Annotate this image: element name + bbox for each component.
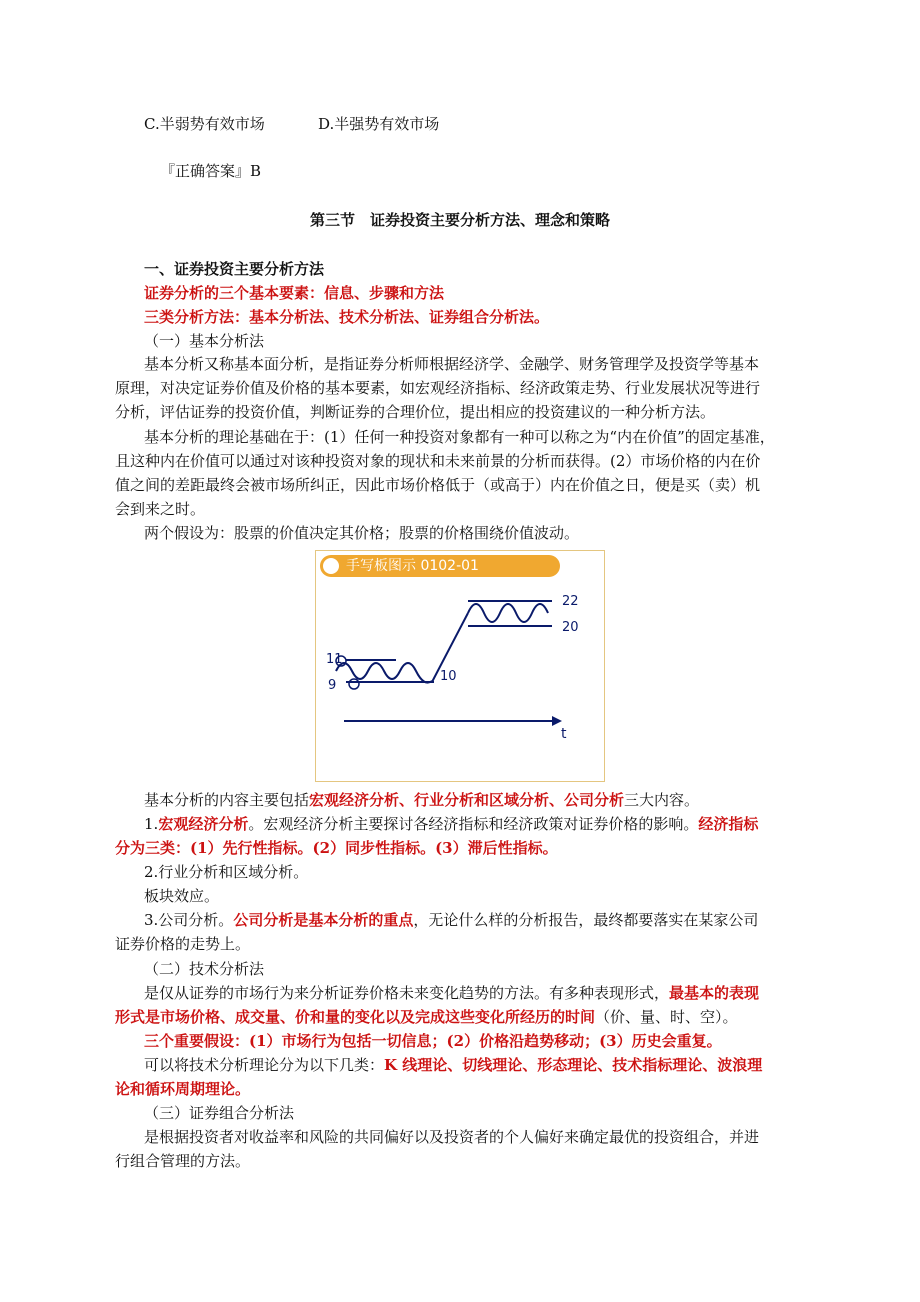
paragraph-10: 三个重要假设：(1）市场行为包括一切信息；(2）价格沿趋势移动；(3）历史会重复。 bbox=[144, 1032, 722, 1050]
p5-e: 分为三类：(1）先行性指标。(2）同步性指标。(3）滞后性指标。 bbox=[115, 839, 558, 857]
p8-b: 公司分析是基本分析的重点 bbox=[233, 911, 414, 929]
subheading-1: （一）基本分析法 bbox=[144, 332, 265, 350]
p4-a: 基本分析的内容主要包括 bbox=[144, 791, 310, 809]
handwriting-figure bbox=[315, 550, 605, 782]
p11-c: 论和循环周期理论。 bbox=[115, 1080, 251, 1098]
paragraph-7: 板块效应。 bbox=[144, 887, 220, 905]
section-title: 第三节 证券投资主要分析方法、理念和策略 bbox=[309, 211, 610, 229]
label-t: t bbox=[561, 726, 567, 742]
price-sketch bbox=[316, 551, 606, 783]
label-11: 11 bbox=[326, 652, 343, 667]
option-d: D.半强势有效市场 bbox=[318, 115, 440, 133]
option-c: C.半弱势有效市场 bbox=[144, 115, 265, 133]
p9-b: 最基本的表现 bbox=[669, 984, 760, 1002]
p9-a: 是仅从证券的市场行为来分析证券价格未来变化趋势的方法。有多种表现形式， bbox=[144, 984, 670, 1002]
answer: 『正确答案』B bbox=[160, 162, 262, 180]
oscillation-high bbox=[468, 604, 548, 622]
p11-a: 可以将技术分析理论分为以下几类： bbox=[144, 1056, 385, 1074]
figure-title: 手写板图示 0102-01 bbox=[346, 558, 479, 574]
paragraph-6: 2.行业分析和区域分析。 bbox=[144, 863, 309, 881]
label-10: 10 bbox=[440, 669, 457, 684]
p5-b: 宏观经济分析 bbox=[158, 815, 249, 833]
p8-c: ，无论什么样的分析报告，最终都要落实在某家公司 bbox=[413, 911, 759, 929]
trough-circle bbox=[349, 679, 359, 689]
label-9: 9 bbox=[328, 678, 337, 693]
label-22: 22 bbox=[562, 594, 579, 609]
p8-d: 证券价格的走势上。 bbox=[115, 935, 251, 953]
p9-d: （价、量、时、空）。 bbox=[595, 1008, 738, 1026]
p5-a: 1. bbox=[144, 815, 159, 833]
red-line-1: 证券分析的三个基本要素：信息、步骤和方法 bbox=[144, 284, 445, 302]
label-20: 20 bbox=[562, 620, 579, 635]
p11-b: K 线理论、切线理论、形态理论、技术指标理论、波浪理 bbox=[384, 1056, 763, 1074]
paragraph-3: 两个假设为：股票的价值决定其价格；股票的价格围绕价值波动。 bbox=[144, 524, 580, 542]
axis-arrow bbox=[552, 716, 562, 726]
p5-c: 。宏观经济分析主要探讨各经济指标和经济政策对证券价格的影响。 bbox=[248, 815, 699, 833]
heading-1: 一、证券投资主要分析方法 bbox=[144, 260, 325, 278]
paragraph-4 bbox=[144, 789, 699, 811]
subheading-3: （三）证券组合分析法 bbox=[144, 1104, 295, 1122]
p8-a: 3.公司分析。 bbox=[144, 911, 234, 929]
red-line-2: 三类分析方法：基本分析法、技术分析法、证券组合分析法。 bbox=[144, 308, 550, 326]
p5-d: 经济指标 bbox=[698, 815, 759, 833]
p9-c: 形式是市场价格、成交量、价和量的变化以及完成这些变化所经历的时间 bbox=[115, 1008, 596, 1026]
p4-b: 宏观经济分析、行业分析和区域分析、公司分析 bbox=[309, 791, 625, 809]
subheading-2: （二）技术分析法 bbox=[144, 960, 265, 978]
p4-c: 三大内容。 bbox=[624, 791, 700, 809]
